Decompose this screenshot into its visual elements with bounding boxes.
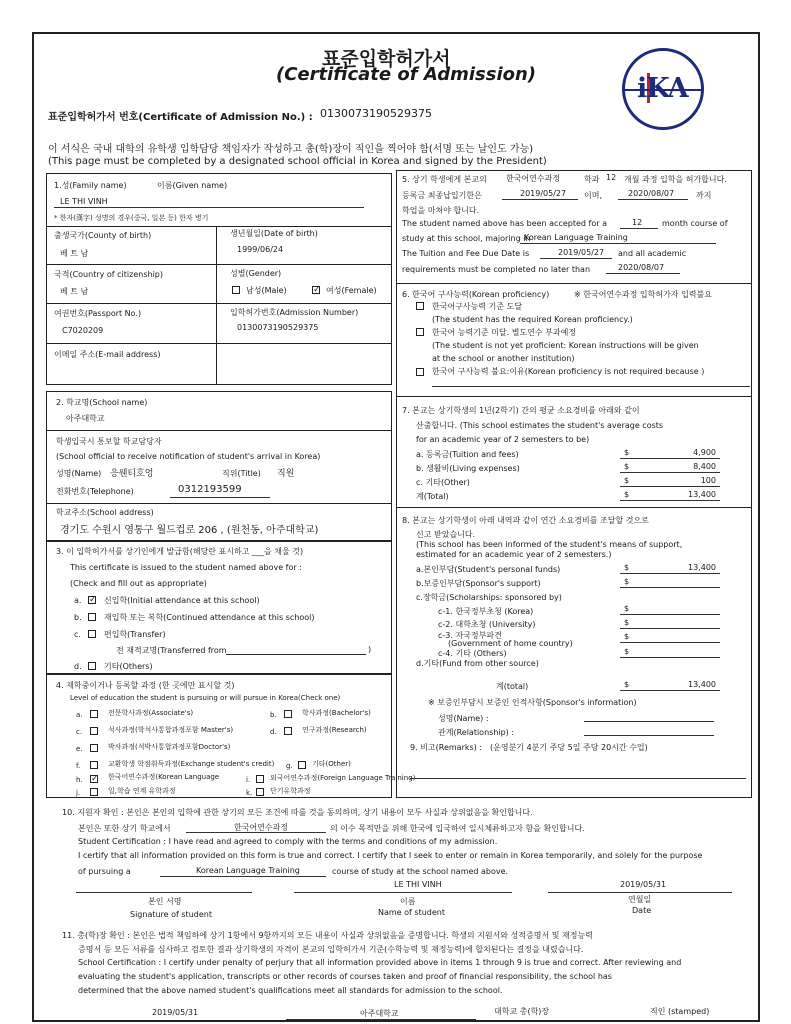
transfer-label: 편입학(Transfer) [104,630,166,639]
value-underline [620,690,720,691]
sponsor-name-line [584,721,714,722]
currency: $ [624,647,630,656]
proficiency-not-met-label: 한국어 능력기준 미달. 별도연수 부과예정 [432,328,577,337]
divider [46,303,392,304]
cert-number-label: 표준입학허가서 번호(Certificate of Admission No.) : [48,112,313,123]
sponsor-relationship-line [584,735,714,736]
cert-number: 0130073190529375 [320,107,432,120]
doctor-label: 박사과정(석박사통합과정포함Doctor's) [108,743,231,751]
sponsor-support-label: b.보증인부담(Sponsor's support) [416,579,541,588]
name-line [294,892,512,893]
work-study-checkbox[interactable] [90,788,98,796]
logo-text: iKA [637,73,688,104]
official-name-label: 성명(Name) [56,469,102,478]
currency: $ [624,476,630,485]
official-title: 직원 [277,469,295,479]
name-en-label: Name of student [378,908,445,917]
s10-course: 한국어연수과정 [234,823,289,832]
short-term-label: 단기유학과정 [270,787,311,795]
months-underline [620,228,658,229]
value-underline [620,657,720,658]
female-checkbox[interactable]: ✓ [313,285,321,295]
male-checkbox[interactable] [232,286,240,294]
s11-line3: School Certification : I certify under penalty of perjury that all information provided above in items 1 through 9 is true and correct. After reviewing and [78,958,682,967]
currency: $ [624,680,630,689]
value-underline [620,500,720,501]
foreign-language-label: 외국어연수과정(Foreign Language Training) [270,774,416,782]
master-checkbox[interactable] [90,727,98,735]
divider [46,430,392,431]
s5-en1b: month course of [662,219,728,228]
value-underline [620,458,720,459]
work-study-label: 일,학습 연계 유학과정 [108,787,176,795]
proficiency-not-required-checkbox[interactable] [416,368,424,376]
initial-attendance-checkbox[interactable]: ✓ [89,595,97,605]
exchange-label: 교환학생 학점취득과정(Exchange student's credit) [108,760,275,768]
stamp-label: 직인 (stamped) [650,1007,710,1016]
school-address: 경기도 수원시 영통구 월드컵로 206 , (원천동, 아주대학교) [60,525,319,536]
s10-line1: 10. 지원자 확인 : 본인은 본인의 입학에 관한 상기의 모든 조건에 따를 것을 동의하며, 상기 내용이 모두 사실과 상위없음을 확인합니다. [62,808,533,817]
s5-en4: requirements must be completed no later than [402,265,591,274]
date-en-label: Date [632,906,652,915]
others-label: 기타(Others) [104,662,153,671]
other-cost-label: c. 기타(Other) [416,478,470,487]
short-term-checkbox[interactable] [256,788,264,796]
s5-en1a: The student named above has been accepted for a [402,219,607,228]
tuition-value: 4,900 [693,448,716,457]
value-underline [620,472,720,473]
personal-funds-label: a.본인부담(Student's personal funds) [416,565,561,574]
student-sign-date: 2019/05/31 [620,880,667,889]
passport-label: 여권번호(Passport No.) [54,309,142,318]
s5-line2b: 이며, [584,191,602,200]
dob: 1999/06/24 [237,245,284,254]
transferred-from-label: 전 재적교명(Transferred from [116,646,227,655]
divider [396,396,752,397]
sponsor-name-label: 성명(Name) : [438,714,489,723]
school-name-label: 2. 학교명(School name) [56,398,148,407]
currency: $ [624,577,630,586]
scholarship-university: c-2. 대학초청 (University) [438,620,536,629]
birth-country-label: 출생국가(County of birth) [54,231,152,240]
s5-en3b: and all academic [618,249,687,258]
s5-due-date: 2019/05/27 [520,189,567,198]
s5-en2: study at this school, majoring in [402,234,531,243]
s10-line2a: 본인은 또한 상기 학교에서 [78,824,171,833]
instruction-korean: 이 서식은 국내 대학의 유학생 입학담당 책임자가 작성하고 총(학)장이 직인을 찍어야 함(서명 또는 날인도 가능) [48,144,534,155]
official-title-label: 직위(Title) [222,469,261,478]
due-underline [502,199,578,200]
student-name: LE THI VINH [60,197,108,206]
currency: $ [624,604,630,613]
master-label: 석사과정(학석사통합과정포함 Master's) [108,726,234,734]
divider [396,507,752,508]
tuition-label: a. 등록금(Tuition and fees) [416,450,519,459]
exchange-checkbox[interactable] [90,761,98,769]
total-label: 계(Total) [416,492,449,501]
s5-line3: 학업을 마쳐야 합니다. [402,206,480,215]
proficiency-not-met-en2: at the school or another institution) [432,354,575,363]
gender-label: 성별(Gender) [230,269,282,278]
currency: $ [624,618,630,627]
transfer-checkbox[interactable] [88,630,96,638]
others-checkbox[interactable] [88,662,96,670]
male-label: 남성(Male) [246,286,287,295]
dob-label: 생년월일(Date of birth) [230,229,318,238]
value-underline [620,587,720,588]
date-line [548,892,732,893]
s10-line2b: 의 이수 목적만을 위해 한국에 입국하여 일시체류하고자 함을 확인합니다. [330,824,585,833]
divider [46,503,392,504]
telephone-underline [170,497,270,498]
bachelor-checkbox[interactable] [284,710,292,718]
s5-course: 한국어연수과정 [506,174,561,183]
living-label: b. 생활비(Living expenses) [416,464,520,473]
s5-line2c: 까지 [696,191,712,200]
proficiency-met-label: 한국어구사능력 기준 도달 [432,302,523,311]
divider [46,264,392,265]
s5-months: 12 [606,173,617,182]
signature-ko-label: 본인 서명 [148,897,182,906]
value-underline [620,614,720,615]
section-4-sub: Level of education the student is pursuing or will pursue in Korea(Check one) [70,694,341,702]
continued-attendance-checkbox[interactable] [88,613,96,621]
school-name: 아주대학교 [66,414,105,423]
divider [46,343,392,344]
s10-line5a: of pursuing a [78,867,131,876]
remarks-label: 9. 비고(Remarks) : [410,743,483,752]
school-official-label: 학생입국시 통보할 학교담당자 [56,437,162,446]
s7-title: 7. 본교는 상기학생의 1년(2학기) 간의 평균 소요경비를 아래와 같이 [402,406,640,415]
president-label: 대학교 총(학)장 [494,1007,550,1016]
section-3-title: 3. 이 입학허가서를 상기인에게 발급함(해당란 표시하고 ___을 채울 것) [56,547,304,556]
s5-en3a: The Tuition and Fee Due Date is [402,249,530,258]
other-course-checkbox[interactable] [298,761,306,769]
s10-line5b: course of study at the school named above. [332,867,509,876]
research-label: 연구과정(Research) [302,726,367,734]
email-label: 이메일 주소(E-mail address) [54,350,161,359]
s7-line2: 산출합니다. (This school estimates the student's average costs [416,421,664,430]
telephone: 0312193599 [178,484,242,495]
research-checkbox[interactable] [284,727,292,735]
admission-number: 0130073190529375 [237,323,319,332]
s11-line5: determined that the above named student's qualifications meet all standards for admission to the school. [78,986,503,995]
s10-line3: Student Certification : I have read and agreed to comply with the terms and conditions of my admission. [78,837,498,846]
school-official-english: (School official to receive notification of student's arrival in Korea) [56,452,321,461]
currency: $ [624,448,630,457]
personal-funds-value: 13,400 [688,563,716,572]
ika-logo [622,48,704,130]
s5-completion-date: 2020/08/07 [628,189,675,198]
name-underline [54,207,364,208]
instruction-english: (This page must be completed by a designated school official in Korea and signed by the President) [48,156,547,167]
divider [46,226,392,227]
proficiency-not-required-label: 한국어 구사능력 불요:이유(Korean proficiency is not required because ) [432,367,705,376]
remarks-value: (운영분기 4분기 주당 5일 주당 20시간 수업) [490,743,648,752]
initial-attendance-label: 신입학(Initial attendance at this school) [104,596,260,605]
doctor-checkbox[interactable] [90,744,98,752]
proficiency-met-checkbox[interactable] [416,302,424,310]
currency: $ [624,490,630,499]
s10-program-line [160,876,326,877]
s5-en-months: 12 [632,218,643,227]
hanja-note: * 한자(漢字) 성명의 경우(중국, 일본 등) 한자 병기 [54,214,209,222]
s5-en-req-date: 2020/08/07 [618,263,665,272]
s5-en-due: 2019/05/27 [558,248,605,257]
foreign-language-checkbox[interactable] [256,775,264,783]
given-name-label: 이름(Given name) [157,181,228,190]
s8-total-label: 계(total) [496,682,529,691]
proficiency-not-met-en: (The student is not yet proficient: Korean instructions will be given [432,341,699,350]
scholarship-home-en: (Government of home country) [448,639,573,648]
major-underline [520,243,716,244]
remarks-line [410,778,746,779]
total-value: 13,400 [688,490,716,499]
sponsor-info-label: ※ 보증인부담시 보증인 인적사항(Sponsor's information) [428,698,637,707]
korean-language-label: 한국어연수과정(Korean Language [108,773,220,781]
sponsor-relationship-label: 관계(Relationship) : [438,728,515,737]
signature-line [76,892,252,893]
s10-program: Korean Language Training [196,866,300,875]
korean-language-checkbox[interactable]: ✓ [91,774,99,784]
s8-title: 8. 본교는 상기학생이 아래 내역과 같이 연간 소요경비를 조달할 것으로 [402,516,649,525]
currency: $ [624,632,630,641]
value-underline [620,628,720,629]
school-line [286,1019,476,1020]
other-course-label: 기타(Other) [312,760,351,768]
s10-course-line [186,832,326,833]
admission-number-label: 입학허가번호(Admission Number) [230,308,359,317]
s8-total-value: 13,400 [688,680,716,689]
passport-number: C7020209 [62,326,104,335]
s11-line4: evaluating the student's application, transcripts or other records of courses taken and proof of financial responsibility, the school has [78,972,612,981]
s11-line2: 증명서 등 모든 서류를 심사하고 검토한 결과 상기학생의 자격이 본교의 입학허가서 기준(수학능력 및 재정능력)에 합치된다는 결정을 내렸습니다. [78,945,584,954]
school-address-label: 학교주소(School address) [56,508,154,517]
s5-line1b: 학과 [584,175,600,184]
associate-checkbox[interactable] [90,710,98,718]
en-req-underline [606,273,680,274]
s5-major: Korean Language Training [524,233,628,242]
s8-line3: (This school has been informed of the student's means of support, [416,540,683,549]
s5-line1c: 개월 과정 입학을 허가합니다. [624,175,727,184]
value-underline [620,486,720,487]
student-name-signed: LE THI VINH [394,880,442,889]
proficiency-not-met-checkbox[interactable] [416,328,424,336]
signature-en-label: Signature of student [130,910,212,919]
section-3-line1: This certificate is issued to the student named above for : [70,563,302,572]
telephone-label: 전화번호(Telephone) [56,487,134,496]
value-underline [620,642,720,643]
s5-line1a: 5. 상기 학생에게 본교의 [402,175,487,184]
other-fund-label: d.기타(Fund from other source) [416,659,539,668]
title-english: (Certificate of Admission) [276,64,537,85]
citizenship-label: 국적(Country of citizenship) [54,270,163,279]
close-paren: ) [368,645,372,654]
s7-line3: for an academic year of 2 semesters to be) [416,435,590,444]
section-3-line2: (Check and fill out as appropriate) [70,579,207,588]
transferred-from-line [226,654,366,655]
family-name-label: 1.성(Family name) [54,181,127,190]
completion-underline [618,199,688,200]
s8-line4: estimated for an academic year of 2 semesters.) [416,550,612,559]
title-korean: 표준입학허가서 [322,48,451,70]
name-ko-label: 이름 [400,897,416,906]
s5-line2a: 등록금 최종납입기한은 [402,191,482,200]
s6-note: ※ 한국어연수과정 입학허가자 입력불요 [574,290,712,299]
s8-line2: 신고 받았습니다. [416,530,476,539]
en-due-underline [540,258,612,259]
female-label: 여성(Female) [326,286,377,295]
scholarship-korea: c-1. 한국정부초청 (Korea) [438,607,534,616]
s6-title: 6. 한국어 구사능력(Korean proficiency) [402,290,550,299]
official-name: 응웬티호엉 [110,469,154,479]
president-date: 2019/05/31 [152,1008,199,1017]
divider [396,283,752,284]
value-underline [620,573,720,574]
proficiency-met-en: (The student has the required Korean proficiency.) [432,315,633,324]
currency: $ [624,563,630,572]
other-cost-value: 100 [700,476,716,485]
section-4-title: 4. 재학중이거나 등록할 과정 (한 곳에만 표시할 것) [56,681,235,690]
date-ko-label: 연월일 [628,895,652,904]
continued-attendance-label: 재입학 또는 복학(Continued attendance at this school) [104,613,315,622]
divider [216,226,217,385]
president-school: 아주대학교 [360,1009,399,1018]
living-value: 8,400 [693,462,716,471]
scholarship-label: c.장학금(Scholarships: sponsored by) [416,593,562,602]
reason-underline [432,386,750,387]
currency: $ [624,462,630,471]
s11-line1: 11. 총(학)장 확인 : 본인은 법적 책임하에 상기 1항에서 9항까지의 모든 내용이 사실과 상위없음을 증명합니다. 학생의 지원서와 성적증명서 및 재정능력 [62,931,593,940]
birth-country: 베 트 남 [60,249,89,258]
s10-line4: I certify that all information provided on this form is true and correct. I certify that I seek to enter or remain in Korea temporarily, and solely for the purpose [78,851,703,860]
associate-label: 전문학사과정(Associate's) [108,709,194,717]
citizenship: 베 트 남 [60,287,89,296]
scholarship-home: c-3. 자국정부파견 [438,631,502,640]
bachelor-label: 학사과정(Bachelor's) [302,709,371,717]
scholarship-others: c-4. 기타 (Others) [438,649,507,658]
